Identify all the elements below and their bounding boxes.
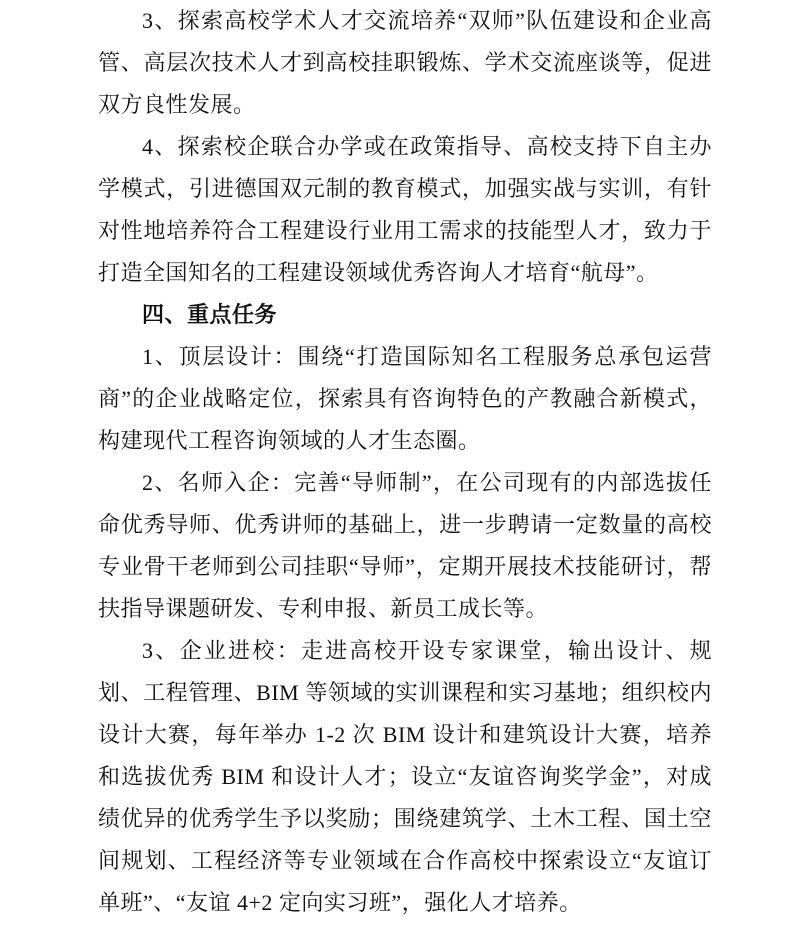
section-heading: 四、重点任务 <box>142 302 278 327</box>
paragraph: 3、企业进校：走进高校开设专家课堂，输出设计、规划、工程管理、BIM 等领域的实训课程和实习基地；组织校内设计大赛，每年举办 1-2 次 BIM 设计和建筑设计大赛，培养和选拔优秀 BIM 和设计人才；设立“友谊咨询奖学金”，对成绩优异的优秀学生予以奖励；围绕建筑学、土木工程、国土空间规划、工程经济等专业领域在合作高校中探索设立“友谊订单班”、“友谊 4+2 定向实习班”，强化人才培养。 <box>98 638 712 915</box>
paragraph: 4、探索校企联合办学或在政策指导、高校支持下自主办学模式，引进德国双元制的教育模式，加强实战与实训，有针对性地培养符合工程建设行业用工需求的技能型人才，致力于打造全国知名的工程建设领域优秀咨询人才培育“航母”。 <box>98 134 712 285</box>
paragraph: 3、探索高校学术人才交流培养“双师”队伍建设和企业高管、高层次技术人才到高校挂职锻炼、学术交流座谈等，促进双方良性发展。 <box>98 8 712 117</box>
document-page <box>98 0 712 924</box>
paragraph: 1、顶层设计：围绕“打造国际知名工程服务总承包运营商”的企业战略定位，探索具有咨询特色的产教融合新模式，构建现代工程咨询领域的人才生态圈。 <box>98 344 712 453</box>
paragraph: 2、名师入企：完善“导师制”，在公司现有的内部选拔任命优秀导师、优秀讲师的基础上，进一步聘请一定数量的高校专业骨干老师到公司挂职“导师”，定期开展技术技能研讨，帮扶指导课题研发、专利申报、新员工成长等。 <box>98 470 713 621</box>
